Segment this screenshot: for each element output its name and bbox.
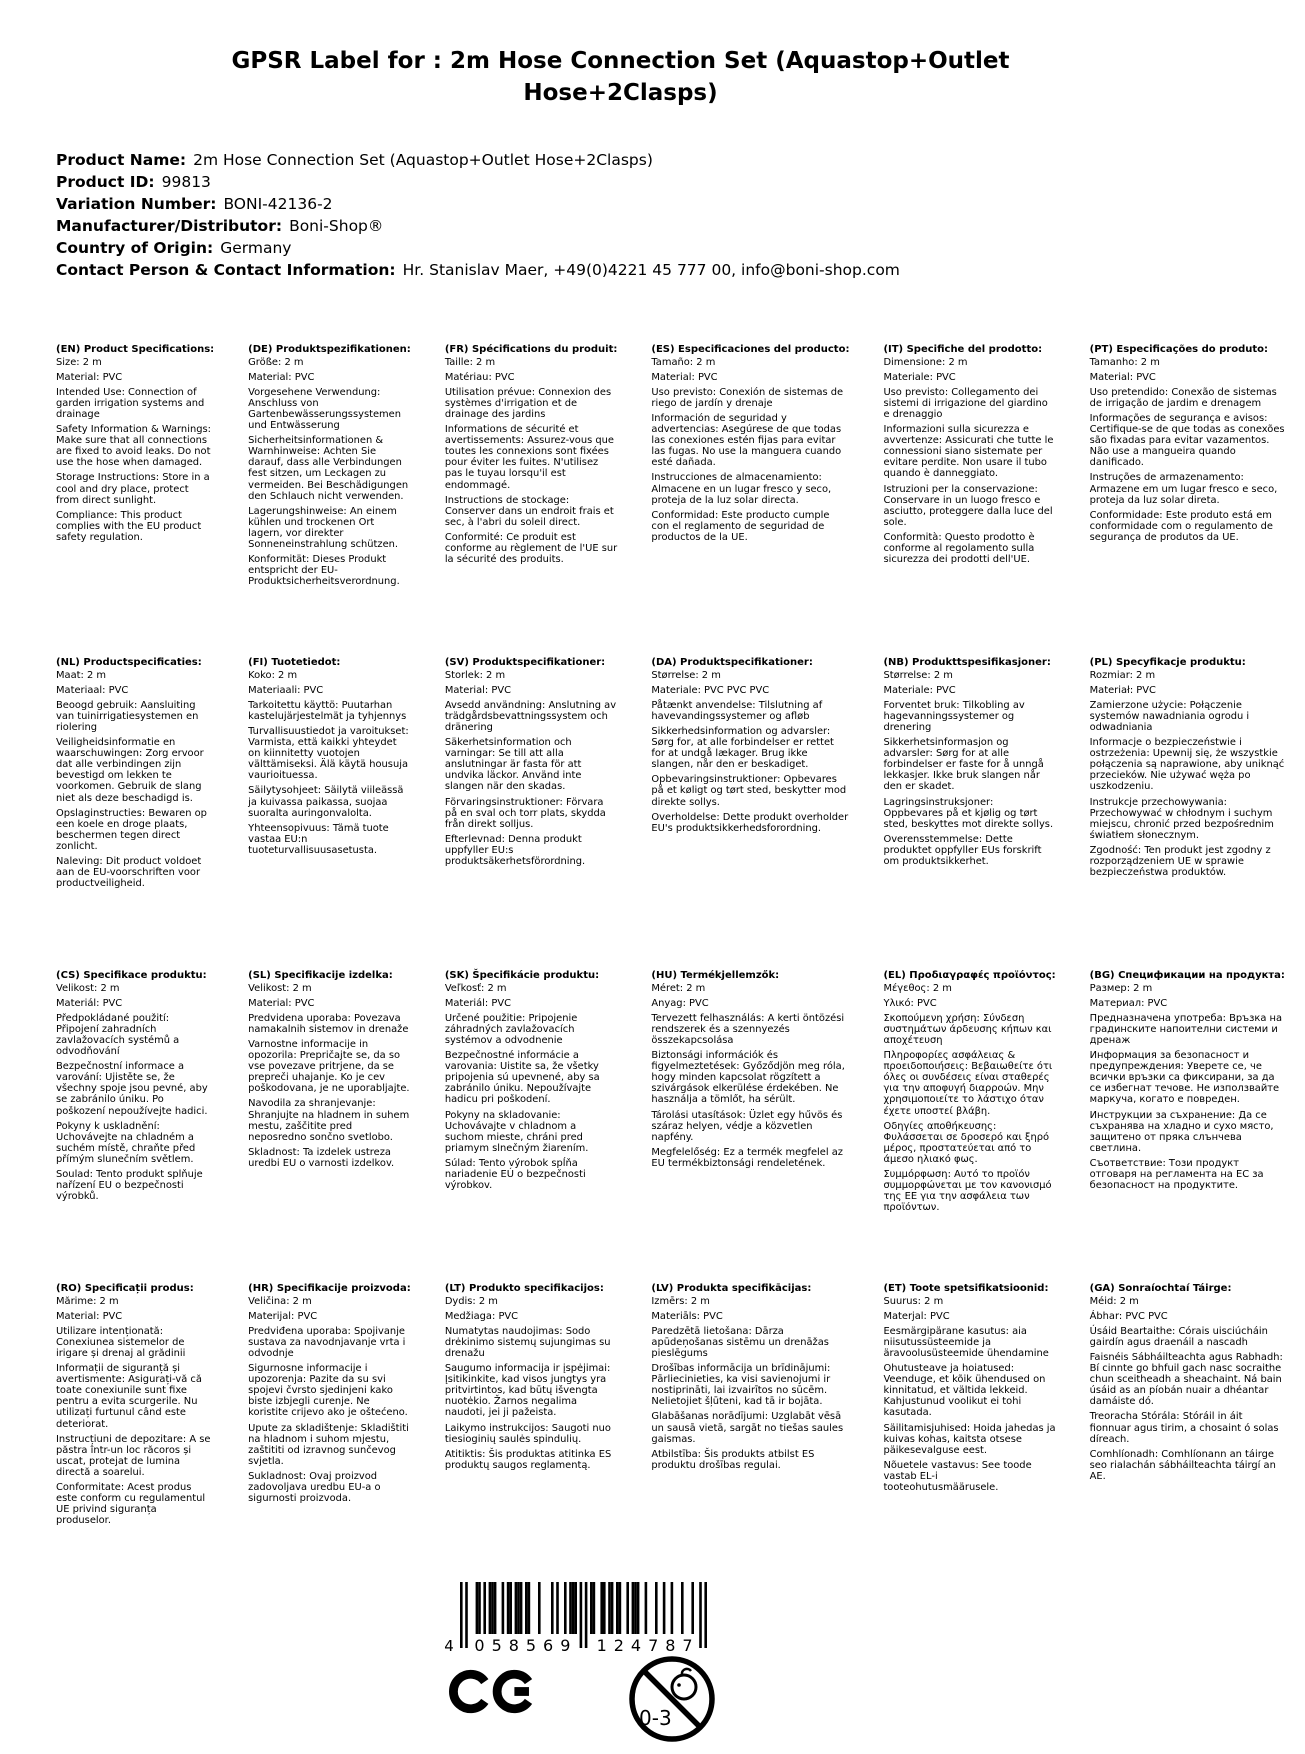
spec-paragraph: Lagringsinstruksjoner: Oppbevares på et kjølig og tørt sted, beskyttes mot direkte sollys. <box>883 796 1054 830</box>
spec-paragraph: Materiale: PVC <box>883 684 956 696</box>
spec-paragraph: Συμμόρφωση: Αυτό το προϊόν συμμορφώνεται με τον κανονισμό της ΕΕ για την ασφάλεια των προϊόντων. <box>883 1168 1052 1214</box>
spec-paragraph: Comhlíonadh: Comhlíonann an táirge seo rialachán sábháilteachta táirgí an AE. <box>1089 1448 1276 1482</box>
spec-heading: (RO) Specificații produs: <box>56 1283 194 1295</box>
spec-paragraph: Tamanho: 2 m <box>1089 356 1160 368</box>
spec-heading: (ET) Toote spetsifikatsioonid: <box>883 1283 1049 1295</box>
spec-heading: (SK) Špecifikácie produktu: <box>444 970 600 982</box>
spec-heading: (EN) Product Specifications: <box>56 344 215 356</box>
page-title: GPSR Label for : 2m Hose Connection Set (Aquastop+Outlet Hose+2Clasps) <box>231 48 1010 107</box>
spec-paragraph: Instrukcje przechowywania: Przechowywać w chłodnym i suchym miejscu, chronić przed bezpośrednim światłem słonecznym. <box>1089 796 1274 841</box>
product-info <box>56 149 1181 281</box>
spec-cell-pt <box>1090 344 1305 657</box>
spec-paragraph: Předpokládané použití: Připojení zahradních zavlažovacích systémů a odvodňování <box>56 1012 180 1058</box>
spec-paragraph: Compliance: This product complies with the EU product safety regulation. <box>56 509 202 543</box>
spec-paragraph: Σκοπούμενη χρήση: Σύνδεση συστημάτων άρδευσης κήπων και αποχέτευση <box>883 1012 1052 1046</box>
spec-paragraph: Størrelse: 2 m <box>883 669 953 681</box>
spec-heading: (IT) Specifiche del prodotto: <box>883 344 1043 356</box>
spec-heading: (EL) Προδιαγραφές προϊόντος: <box>883 970 1056 982</box>
spec-paragraph: Предназначена употреба: Връзка на градинските напоителни системи и дренаж <box>1089 1012 1283 1046</box>
spec-cell-hu <box>651 970 869 1283</box>
spec-paragraph: Glabāšanas norādījumi: Uzglabāt vēsā un sausā vietā, sargāt no tiešas saules gaismas. <box>651 1411 844 1445</box>
spec-cell-lv <box>651 1283 869 1596</box>
product-info-value: 99813 <box>161 173 211 192</box>
spec-paragraph: Izmērs: 2 m <box>651 1295 710 1307</box>
spec-paragraph: Paredzētā lietošana: Dārza apūdeņošanas sistēmu un drenāžas pieslēgums <box>651 1325 829 1359</box>
spec-heading: (PL) Specyfikacje produktu: <box>1089 657 1246 669</box>
spec-paragraph: Materjal: PVC <box>883 1310 950 1322</box>
spec-paragraph: Tervezett felhasználás: A kerti öntözési rendszerek és a szennyezés összekapcsolása <box>651 1012 845 1046</box>
spec-paragraph: Konformität: Dieses Produkt entspricht der EU-Produktsicherheitsverordnung. <box>248 554 400 588</box>
spec-paragraph: Tamaño: 2 m <box>651 356 716 368</box>
spec-paragraph: Veľkosť: 2 m <box>444 982 507 994</box>
spec-paragraph: Opbevaringsinstruktioner: Opbevares på et køligt og tørt sted, beskytter mod direkte sollys. <box>651 774 847 808</box>
spec-heading: (DA) Produktspecifikationer: <box>651 657 813 669</box>
spec-heading: (SV) Produktspecifikationer: <box>444 657 606 669</box>
product-info-value: Germany <box>220 239 292 258</box>
spec-paragraph: Ohutusteave ja hoiatused: Veenduge, et kõik ühendused on kinnitatud, et vältida lekkeid. Kahjustunud voolikut ei tohi kasutada. <box>883 1363 1046 1419</box>
spec-paragraph: Predviđena uporaba: Spojivanje sustava za navodnjavanje vrta i odvodnje <box>248 1325 406 1359</box>
spec-paragraph: Conformitate: Acest produs este conform cu regulamentul UE privind siguranța produselor. <box>56 1481 206 1527</box>
spec-cell-nb <box>883 657 1075 970</box>
spec-paragraph: Avsedd användning: Anslutning av trädgårdsbevattningssystem och dränering <box>444 699 617 733</box>
spec-cell-et <box>883 1283 1075 1596</box>
spec-paragraph: Materiaal: PVC <box>56 684 129 696</box>
spec-paragraph: Materiál: PVC <box>56 997 123 1009</box>
spec-paragraph: Súlad: Tento výrobok spĺňa nariadenie EÚ o bezpečnosti výrobkov. <box>444 1157 586 1192</box>
spec-paragraph: Instrucciones de almacenamiento: Almacene en un lugar fresco y seco, proteja de la luz solar directa. <box>651 472 832 506</box>
spec-paragraph: Förvaringsinstruktioner: Förvara på en sval och torr plats, skydda från direkt solljus. <box>444 796 606 830</box>
spec-paragraph: Skladnost: Ta izdelek ustreza uredbi EU o varnosti izdelkov. <box>248 1146 395 1169</box>
spec-paragraph: Πληροφορίες ασφάλειας & προειδοποιήσεις: Βεβαιωθείτε ότι όλες οι συνδέσεις είναι σταθερές για την αποφυγή διαρροών. Μην χρησιμοποιείτε το λάστιχο όταν έχετε υποστεί βλάβη. <box>883 1050 1053 1117</box>
spec-paragraph: Zgodność: Ten produkt jest zgodny z rozporządzeniem UE w sprawie bezpieczeństwa produktów. <box>1089 844 1271 879</box>
spec-paragraph: Conformità: Questo prodotto è conforme al regolamento sulla sicurezza dei prodotti dell'UE. <box>883 531 1035 566</box>
barcode <box>438 1582 738 1654</box>
spec-paragraph: Bezpečnostné informácie a varovania: Uistite sa, že všetky pripojenia sú upevnené, aby sa zabránilo úniku. Nepoužívajte hadicu pri poškodení. <box>444 1050 600 1106</box>
spec-heading: (HU) Termékjellemzők: <box>651 970 780 982</box>
spec-paragraph: Material: PVC <box>444 684 512 696</box>
spec-paragraph: Sicherheitsinformationen & Warnhinweise: Achten Sie darauf, dass alle Verbindungen fest sitzen, um Leckagen zu vermeiden. Bei Beschädigungen den Schlauch nicht verwenden. <box>248 435 409 502</box>
spec-heading: (ES) Especificaciones del producto: <box>651 344 850 356</box>
spec-paragraph: Material: PVC <box>651 371 718 383</box>
spec-paragraph: Materiale: PVC PVC PVC <box>651 684 770 696</box>
spec-paragraph: Forventet bruk: Tilkobling av hagevanningssystemer og drenering <box>883 699 1025 733</box>
spec-paragraph: Material: PVC <box>56 371 123 383</box>
spec-paragraph: Размер: 2 m <box>1089 982 1153 994</box>
spec-paragraph: Instruções de armazenamento: Armazene em um lugar fresco e seco, proteja da luz solar direta. <box>1089 472 1278 506</box>
spec-paragraph: Biztonsági információk és figyelmeztetések: Győződjön meg róla, hogy minden kapcsolat rögzített a szivárgások elkerülése érdekében. Ne használja a tömlőt, ha sérült. <box>651 1050 845 1106</box>
spec-cell-sl <box>248 970 431 1283</box>
spec-cell-de <box>248 344 431 657</box>
spec-paragraph: Materiaali: PVC <box>248 684 324 696</box>
spec-paragraph: Informații de siguranță și avertismente: Asigurați-vă că toate conexiunile sunt fixe pentru a evita scurgerile. Nu utilizați furtunul când este deteriorat. <box>56 1363 202 1430</box>
barcode-left-digit: 4 <box>444 1637 454 1655</box>
spec-heading: (GA) Sonraíochtaí Táirge: <box>1089 1283 1232 1295</box>
product-info-value: Boni-Shop® <box>289 217 384 236</box>
spec-paragraph: Bezpečnostní informace a varování: Ujistěte se, že všechny spoje jsou pevné, aby se zabránilo úniku. Po poškození nepoužívejte hadici. <box>56 1061 208 1117</box>
spec-paragraph: Taille: 2 m <box>444 356 496 368</box>
spec-paragraph: Säilitamisjuhised: Hoida jahedas ja kuivas kohas, kaitsta otsese päikesevalguse eest. <box>883 1422 1056 1456</box>
product-info-label: Manufacturer/Distributor: <box>56 217 283 236</box>
spec-paragraph: Säilytysohjeet: Säilytä viileässä ja kuivassa paikassa, suojaa suoralta auringonvalolta. <box>248 785 404 819</box>
spec-paragraph: Utilisation prévue: Connexion des systèmes d'irrigation et de drainage des jardins <box>444 386 612 420</box>
product-info-label: Product ID: <box>56 173 155 192</box>
spec-paragraph: Størrelse: 2 m <box>651 669 721 681</box>
product-info-value: BONI-42136-2 <box>223 195 333 214</box>
spec-paragraph: Sigurnosne informacije i upozorenja: Pazite da su svi spojevi čvrsto sjedinjeni kako biste izbjegli curenje. Ne koristite crijevo ako je oštećeno. <box>248 1363 408 1419</box>
spec-cell-pl <box>1090 657 1305 970</box>
spec-paragraph: Faisnéis Sábháilteachta agus Rabhadh: Bí cinnte go bhfuil gach nasc socraithe chun sceitheadh a sheachaint. Ná bain úsáid as an píobán nuair a dhéantar damáiste dó. <box>1089 1351 1283 1408</box>
product-info-row <box>56 171 1181 193</box>
product-info-label: Product Name: <box>56 151 187 170</box>
spec-cell-en <box>56 344 234 657</box>
spec-paragraph: Tárolási utasítások: Üzlet egy hűvös és száraz helyen, védje a közvetlen napfény. <box>651 1109 843 1143</box>
spec-paragraph: Medžiaga: PVC <box>444 1310 519 1322</box>
spec-paragraph: Sikkerhedsinformation og advarsler: Sørg for, at alle forbindelser er rettet for at undgå lækager. Brug ikke slangen, når den er beskadiget. <box>651 725 834 771</box>
spec-heading: (PT) Especificações do produto: <box>1089 344 1268 356</box>
spec-paragraph: Soulad: Tento produkt splňuje nařízení EU o bezpečnosti výrobků. <box>56 1168 203 1203</box>
spec-paragraph: Size: 2 m <box>56 356 102 368</box>
product-info-label: Variation Number: <box>56 195 217 214</box>
spec-paragraph: Materijal: PVC <box>248 1310 318 1322</box>
spec-paragraph: Material: PVC <box>56 1310 123 1322</box>
spec-paragraph: Informações de segurança e avisos: Certifique-se de que todas as conexões são fixadas para evitar vazamentos. Não use a mangueira quando danificado. <box>1089 412 1285 469</box>
spec-paragraph: Μέγεθος: 2 m <box>883 982 952 994</box>
spec-grid <box>56 344 1285 1596</box>
age-warning-icon <box>627 1654 717 1744</box>
spec-paragraph: Größe: 2 m <box>248 356 304 368</box>
spec-heading: (NB) Produkttspesifikasjoner: <box>883 657 1051 669</box>
ce-mark-icon <box>450 1661 542 1722</box>
spec-paragraph: Utilizare intenționată: Conexiunea sistemelor de irigare și drenaj al grădinii <box>56 1325 186 1359</box>
spec-paragraph: Säkerhetsinformation och varningar: Se till att alla anslutningar är fasta för att undvika läckor. Använd inte slangen när den skadas. <box>444 737 582 793</box>
spec-paragraph: Treoracha Stórála: Stóráil in áit fionnuar agus tirim, a chosaint ó solas díreach. <box>1089 1411 1279 1445</box>
spec-paragraph: Información de seguridad y advertencias: Asegúrese de que todas las conexiones estén fijas para evitar las fugas. No use la manguera cuando esté dañada. <box>651 412 842 469</box>
spec-paragraph: Úsáid Beartaithe: Córais uisciúcháin gairdín agus draenáil a nascadh <box>1089 1325 1268 1348</box>
product-info-row <box>56 193 1181 215</box>
spec-paragraph: Påtænkt anvendelse: Tilslutning af havevandingssystemer og afløb <box>651 699 823 722</box>
spec-paragraph: Safety Information & Warnings: Make sure that all connections are fixed to avoid leaks. Do not use the hose when damaged. <box>56 424 211 469</box>
spec-paragraph: Určené použitie: Pripojenie záhradných zavlažovacích systémov a odvodnenie <box>444 1012 578 1046</box>
spec-paragraph: Veličina: 2 m <box>248 1295 312 1307</box>
spec-cell-sv <box>445 657 638 970</box>
spec-paragraph: Matériau: PVC <box>444 371 515 383</box>
spec-paragraph: Eesmärgipärane kasutus: aia niisutussüsteemide ja äravoolusüsteemide ühendamine <box>883 1325 1049 1359</box>
spec-paragraph: Съответствие: Този продукт отговаря на регламента на ЕС за безопасност на продуктите. <box>1089 1157 1264 1192</box>
spec-heading: (DE) Produktspezifikationen: <box>248 344 411 356</box>
spec-paragraph: Informations de sécurité et avertissements: Assurez-vous que toutes les connexions sont fixées pour éviter les fuites. N'utilisez pas le tuyau lorsqu'il est endommagé. <box>444 424 614 491</box>
spec-cell-nl <box>56 657 234 970</box>
spec-paragraph: Informazioni sulla sicurezza e avvertenze: Assicurati che tutte le connessioni siano sistemate per evitare perdite. Non usare il tubo quando è danneggiato. <box>883 424 1054 480</box>
spec-paragraph: Velikost: 2 m <box>248 982 312 994</box>
spec-paragraph: Sikkerhetsinformasjon og advarsler: Sørg for at alle forbindelser er faste for å unngå lekkasjer. Ikke bruk slangen når den er skadet. <box>883 737 1044 793</box>
spec-paragraph: Overensstemmelse: Dette produktet oppfyller EUs forskrift om produktsikkerhet. <box>883 833 1042 867</box>
spec-heading: (NL) Productspecificaties: <box>56 657 202 669</box>
spec-paragraph: Varnostne informacije in opozorila: Prepričajte se, da so vse povezave pritrjene, da se prepreči uhajanje. Ko je cev poškodovana, je ne uporabljajte. <box>248 1038 410 1095</box>
spec-heading: (HR) Specifikacije proizvoda: <box>248 1283 411 1295</box>
spec-paragraph: Dimensione: 2 m <box>883 356 968 368</box>
product-info-label: Country of Origin: <box>56 239 214 258</box>
spec-cell-ro <box>56 1283 234 1596</box>
spec-cell-el <box>883 970 1075 1283</box>
spec-heading: (BG) Спецификации на продукта: <box>1089 970 1285 982</box>
spec-paragraph: Predvidena uporaba: Povezava namakalnih sistemov in drenaže <box>248 1012 409 1035</box>
spec-heading: (CS) Specifikace produktu: <box>56 970 207 982</box>
spec-paragraph: Drošības informācija un brīdinājumi: Pārliecinieties, ka visi savienojumi ir nostiprināti, lai izvairītos no sūcēm. Nelietojiet šļūteni, kad tā ir bojāta. <box>651 1363 831 1408</box>
spec-paragraph: Materiale: PVC <box>883 371 956 383</box>
spec-heading: (FI) Tuotetiedot: <box>248 657 341 669</box>
spec-paragraph: Naleving: Dit product voldoet aan de EU-voorschriften voor productveiligheid. <box>56 855 202 890</box>
spec-heading: (FR) Spécifications du produit: <box>444 344 618 356</box>
spec-paragraph: Rozmiar: 2 m <box>1089 669 1156 681</box>
spec-paragraph: Instrucțiuni de depozitare: A se păstra într-un loc răcoros și uscat, protejat de lumina directă a soarelui. <box>56 1433 211 1478</box>
spec-paragraph: Koko: 2 m <box>248 669 298 681</box>
spec-cell-fi <box>248 657 431 970</box>
spec-paragraph: Instructions de stockage: Conserver dans un endroit frais et sec, à l'abri du soleil direct. <box>444 494 614 528</box>
spec-paragraph: Materiál: PVC <box>444 997 512 1009</box>
spec-cell-fr <box>445 344 638 657</box>
product-info-row <box>56 215 1181 237</box>
spec-paragraph: Sukladnost: Ovaj proizvod zadovoljava uredbu EU-a o sigurnosti proizvoda. <box>248 1470 381 1505</box>
spec-paragraph: Zamierzone użycie: Połączenie systemów nawadniania ogrodu i odwadniania <box>1089 699 1250 733</box>
spec-paragraph: Uso previsto: Conexión de sistemas de riego de jardín y drenaje <box>651 386 844 409</box>
spec-paragraph: Méid: 2 m <box>1089 1295 1139 1307</box>
spec-paragraph: Velikost: 2 m <box>56 982 120 994</box>
spec-paragraph: Megfelelőség: Ez a termék megfelel az EU termékbiztonsági rendeletének. <box>651 1146 843 1169</box>
spec-paragraph: Uso previsto: Collegamento dei sistemi di irrigazione del giardino e drenaggio <box>883 386 1048 420</box>
spec-cell-ga <box>1090 1283 1305 1596</box>
spec-paragraph: Numatytas naudojimas: Sodo drėkinimo sistemų sujungimas su drenažu <box>444 1325 611 1359</box>
spec-paragraph: Upute za skladištenje: Skladištiti na hladnom i suhom mjestu, zaštititi od izravnog sunčevog svjetla. <box>248 1422 409 1467</box>
product-info-value: 2m Hose Connection Set (Aquastop+Outlet Hose+2Clasps) <box>193 151 653 170</box>
spec-paragraph: Pokyny k uskladnění: Uchovávejte na chladném a suchém místě, chraňte před přímým slunečním světlem. <box>56 1120 196 1165</box>
spec-paragraph: Materiał: PVC <box>1089 684 1156 696</box>
spec-paragraph: Anyag: PVC <box>651 997 709 1009</box>
spec-paragraph: Maat: 2 m <box>56 669 107 681</box>
spec-paragraph: Lagerungshinweise: An einem kühlen und trockenen Ort lagern, vor direkter Sonneneinstrahlung schützen. <box>248 505 399 550</box>
spec-paragraph: Инструкции за съхранение: Да се съхранява на хладно и сухо място, защитено от пряка слънчева светлина. <box>1089 1109 1274 1154</box>
spec-paragraph: Nõuetele vastavus: See toode vastab EL-i tooteohutusmäärusele. <box>883 1459 1032 1493</box>
spec-paragraph: Uso pretendido: Conexão de sistemas de irrigação de jardim e drenagem <box>1089 386 1277 409</box>
spec-paragraph: Storage Instructions: Store in a cool and dry place, protect from direct sunlight. <box>56 472 210 506</box>
spec-paragraph: Istruzioni per la conservazione: Conservare in un luogo fresco e asciutto, proteggere dalla luce del sole. <box>883 483 1053 528</box>
spec-paragraph: Mărime: 2 m <box>56 1295 119 1307</box>
spec-cell-lt <box>445 1283 638 1596</box>
product-info-label: Contact Person & Contact Information: <box>56 261 396 280</box>
spec-paragraph: Material: PVC <box>1089 371 1156 383</box>
spec-paragraph: Storlek: 2 m <box>444 669 506 681</box>
spec-paragraph: Dydis: 2 m <box>444 1295 498 1307</box>
spec-cell-hr <box>248 1283 431 1596</box>
spec-paragraph: Materiāls: PVC <box>651 1310 723 1322</box>
spec-paragraph: Conformidad: Este producto cumple con el reglamento de seguridad de productos de la UE. <box>651 509 830 543</box>
product-info-row <box>56 259 1181 281</box>
spec-paragraph: Yhteensopivuus: Tämä tuote vastaa EU:n tuoteturvallisuusasetusta. <box>248 822 389 856</box>
spec-cell-sk <box>445 970 638 1283</box>
spec-paragraph: Ábhar: PVC PVC <box>1089 1310 1168 1322</box>
spec-paragraph: Vorgesehene Verwendung: Anschluss von Gartenbewässerungssystemen und Entwässerung <box>248 386 401 432</box>
barcode-group1: 058569 <box>474 1636 571 1655</box>
spec-paragraph: Laikymo instrukcijos: Saugoti nuo tiesioginių saulės spindulių. <box>444 1422 611 1445</box>
spec-paragraph: Υλικό: PVC <box>883 997 937 1009</box>
spec-paragraph: Material: PVC <box>248 371 315 383</box>
spec-paragraph: Tarkoitettu käyttö: Puutarhan kastelujärjestelmät ja tyhjennys <box>248 699 407 722</box>
spec-paragraph: Материал: PVC <box>1089 997 1168 1009</box>
spec-cell-cs <box>56 970 234 1283</box>
spec-paragraph: Conformité: Ce produit est conforme au règlement de l'UE sur la sécurité des produits. <box>444 531 618 566</box>
spec-paragraph: Navodila za shranjevanje: Shranjujte na hladnem in suhem mestu, zaščitite pred neposredno sončno svetlobo. <box>248 1098 410 1143</box>
spec-paragraph: Saugumo informacija ir įspėjimai: Įsitikinkite, kad visos jungtys yra pritvirtintos, kad būtų išvengta nuotėkio. Žarnos negalima naudoti, jei ji pažeista. <box>444 1363 611 1419</box>
spec-paragraph: Informacje o bezpieczeństwie i ostrzeżenia: Upewnij się, że wszystkie połączenia są naprawione, aby uniknąć przecieków. Nie używać węża po uszkodzeniu. <box>1089 737 1285 793</box>
product-info-row <box>56 237 1181 259</box>
age-warning-label: 0-3 <box>639 1706 672 1730</box>
spec-cell-da <box>651 657 869 970</box>
spec-paragraph: Atitiktis: Šis produktas atitinka ES produktų saugos reglamentą. <box>444 1448 612 1471</box>
spec-paragraph: Conformidade: Este produto está em conformidade com o regulamento de segurança de produtos da UE. <box>1089 509 1273 543</box>
spec-paragraph: Overholdelse: Dette produkt overholder EU's produktsikkerhedsforordning. <box>651 811 849 834</box>
spec-cell-it <box>883 344 1075 657</box>
spec-paragraph: Intended Use: Connection of garden irrigation systems and drainage <box>56 386 205 420</box>
barcode-svg <box>438 1582 738 1654</box>
spec-paragraph: Méret: 2 m <box>651 982 706 994</box>
spec-paragraph: Efterlevnad: Denna produkt uppfyller EU:s produktsäkerhetsförordning. <box>444 833 586 867</box>
barcode-group2: 124787 <box>596 1636 693 1655</box>
spec-paragraph: Atbilstība: Šis produkts atbilst ES produktu drošības regulai. <box>651 1448 815 1471</box>
spec-paragraph: Информация за безопасност и предупреждения: Уверете се, че всички връзки са фиксирани, за да се избегнат течове. Не използвайте маркуча, когато е повреден. <box>1089 1050 1280 1106</box>
spec-cell-es <box>651 344 869 657</box>
product-info-value: Hr. Stanislav Maer, +49(0)4221 45 777 00, info@boni-shop.com <box>402 261 900 280</box>
product-info-row <box>56 149 1181 171</box>
spec-paragraph: Veiligheidsinformatie en waarschuwingen: Zorg ervoor dat alle verbindingen zijn bevestigd om lekken te voorkomen. Gebruik de slang niet als deze beschadigd is. <box>56 737 204 804</box>
spec-paragraph: Beoogd gebruik: Aansluiting van tuinirrigatiesystemen en riolering <box>56 699 199 733</box>
spec-paragraph: Pokyny na skladovanie: Uchovávajte v chladnom a suchom mieste, chráni pred priamym slnečným žiarením. <box>444 1109 589 1154</box>
spec-heading: (SL) Specifikacije izdelka: <box>248 970 393 982</box>
spec-paragraph: Material: PVC <box>248 997 315 1009</box>
spec-heading: (LV) Produkta specifikācijas: <box>651 1283 812 1295</box>
spec-paragraph: Turvallisuustiedot ja varoitukset: Varmista, että kaikki yhteydet on kiinnitetty vuotojen välttämiseksi. Älä käytä housuja vaurioituessa. <box>248 725 409 782</box>
spec-paragraph: Opslaginstructies: Bewaren op een koele en droge plaats, beschermen tegen direct zonlicht. <box>56 807 207 852</box>
spec-heading: (LT) Produkto specifikacijos: <box>444 1283 604 1295</box>
spec-paragraph: Suurus: 2 m <box>883 1295 944 1307</box>
spec-paragraph: Οδηγίες αποθήκευσης: Φυλάσσεται σε δροσερό και ξηρό μέρος, προστατεύεται από το άμεσο ηλιακό φως. <box>883 1120 1050 1165</box>
spec-cell-bg <box>1090 970 1305 1283</box>
